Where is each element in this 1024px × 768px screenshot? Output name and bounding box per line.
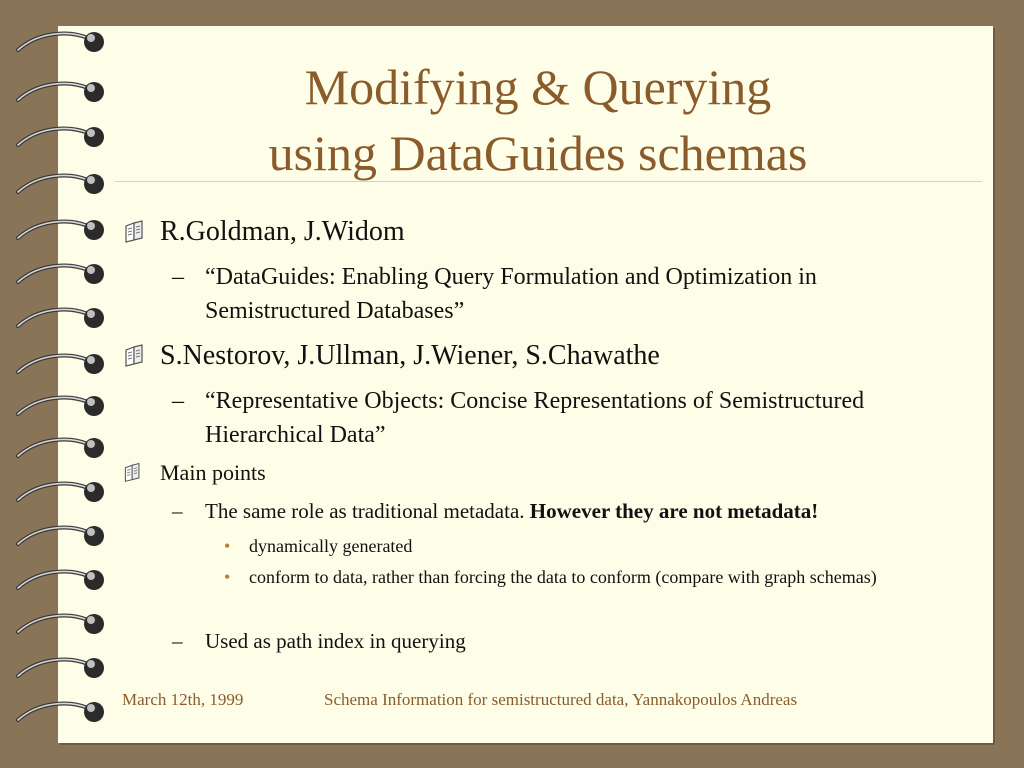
sub-bullet-text: Used as path index in querying (205, 629, 466, 653)
open-book-icon (122, 461, 144, 489)
item-text: dynamically generated (249, 536, 413, 556)
sub-bullet-text: “Representative Objects: Concise Representations of Semistructured Hierarchical Data” (205, 388, 865, 448)
bullet-text: S.Nestorov, J.Ullman, J.Wiener, S.Chawathe (160, 340, 660, 371)
open-book-icon (122, 218, 148, 252)
bullet-text: Main points (160, 460, 266, 485)
emphasis-text: However they are not metadata! (529, 499, 819, 523)
item-text: conform to data, rather than forcing the data to conform (compare with graph schemas) (249, 567, 877, 587)
footer-text: Schema Information for semistructured data, Yannakopoulos Andreas (324, 690, 798, 709)
dot-marker: • (224, 536, 231, 556)
title-line-1: Modifying & Querying (304, 59, 772, 115)
dash-marker: – (172, 629, 183, 653)
bullet-text: R.Goldman, J.Widom (160, 216, 405, 247)
footer-date: March 12th, 1999 (122, 690, 244, 709)
open-book-icon (122, 342, 148, 376)
title-line-2: using DataGuides schemas (268, 125, 808, 181)
dot-marker: • (224, 567, 231, 587)
dash-marker: – (172, 388, 184, 414)
sub-bullet-text (205, 494, 965, 528)
plain-text: The same role as traditional metadata. (205, 499, 530, 523)
dash-marker: – (172, 499, 183, 523)
dash-marker: – (172, 264, 184, 290)
sub-bullet-text: “DataGuides: Enabling Query Formulation and Optimization in Semistructured Databases” (205, 264, 817, 324)
